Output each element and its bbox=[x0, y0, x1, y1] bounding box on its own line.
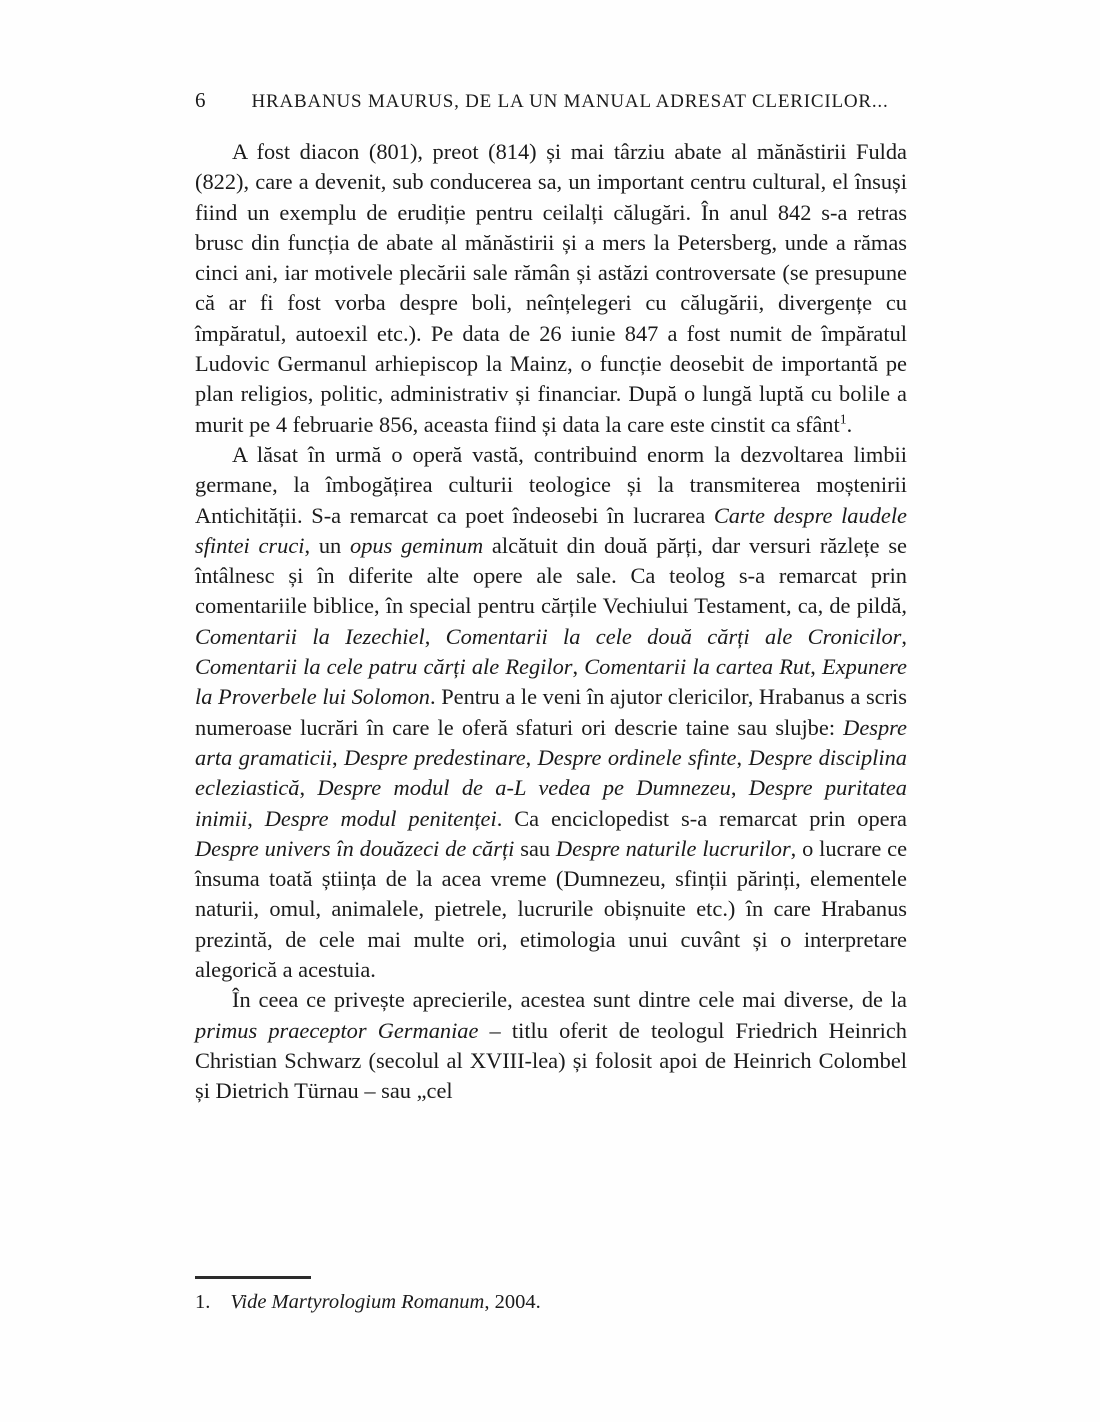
text-segment: , bbox=[247, 805, 265, 831]
work-title-italic: Comentarii la Iezechiel bbox=[195, 623, 425, 649]
text-segment: , o lucrare ce însuma toată știința de la acea vreme (Dumnezeu, sfinții părinți, elementele naturii, omul, animalele, pietrele, lucrurile obișnuite etc.) în care Hrabanus prezintă, de cele mai multe ori, etimologia unui cuvânt și o interpretare alegorică a acestuia. bbox=[195, 835, 908, 983]
footnote-number: 1. bbox=[195, 1291, 211, 1313]
text-segment: În ceea ce privește aprecierile, acestea sunt dintre cele mai diverse, de la bbox=[232, 987, 907, 1013]
work-title-italic: Expunere la Proverbele lui Solomon bbox=[195, 654, 907, 710]
work-title-italic: Carte despre laudele sfintei cruci bbox=[195, 502, 907, 558]
work-title-italic: Despre univers în douăzeci de cărți bbox=[195, 835, 515, 861]
text-segment: , 2004. bbox=[484, 1291, 541, 1313]
work-title-italic: Comentarii la cartea Rut bbox=[584, 654, 811, 680]
text-segment: A fost diacon (801), preot (814) și mai târziu abate al mănăstirii Fulda (822), care a devenit, sub conducerea sa, un important centru cultural, el însuși fiind un exemplu de erudiție pentru ceilalți călugări. În anul 842 s-a retras brusc din funcția de abate al mănăstirii și a mers la Petersberg, unde a rămas cinci ani, iar motivele plecării sale rămân și astăzi controversate (se presupune că ar fi fost vorba despre boli, neînțelegeri cu călugării, divergențe cu împăratul, autoexil etc.). Pe data de 26 iunie 847 a fost numit de împăratul Ludovic Germanul arhiepiscop la Mainz, o funcție deosebit de importantă pe plan religios, politic, administrativ și financiar. După o lungă luptă cu bolile a murit pe 4 februarie 856, aceasta fiind și data la care este cinstit ca sfânt bbox=[195, 139, 907, 437]
work-title-italic: Despre naturile lucrurilor bbox=[555, 835, 791, 861]
footnote-reference: 1 bbox=[839, 412, 847, 428]
work-title-italic: Vide Martyrologium Romanum bbox=[230, 1291, 485, 1313]
paragraph bbox=[195, 440, 907, 985]
work-title-italic: Despre arta gramaticii bbox=[195, 714, 907, 770]
running-header bbox=[195, 88, 910, 113]
text-segment: , bbox=[810, 654, 823, 680]
work-title-italic: Despre predestinare bbox=[343, 744, 526, 770]
text-segment: , un bbox=[304, 532, 351, 558]
work-title-italic: Despre modul penitenței bbox=[264, 805, 497, 831]
text-segment: . Pentru a le veni în ajutor clericilor, Hrabanus a scris numeroase lucrări în care le oferă sfaturi ori descrie taine sau slujbe: bbox=[195, 684, 907, 740]
text-segment: , bbox=[331, 744, 344, 770]
text-segment: , bbox=[736, 744, 749, 770]
text-segment: A lăsat în urmă o operă vastă, contribuind enorm la dezvoltarea limbii germane, la îmbogățirea culturii teologice și la transmiterea moștenirii Antichității. S-a remarcat ca poet îndeosebi în lucrarea bbox=[195, 441, 907, 528]
paragraph bbox=[195, 137, 907, 440]
running-title: HRABANUS MAURUS, DE LA UN MANUAL ADRESAT CLERICILOR... bbox=[251, 91, 889, 112]
footnote-rule bbox=[195, 1276, 311, 1279]
body-text bbox=[195, 137, 907, 1107]
text-segment: , bbox=[901, 623, 907, 649]
footnote-area bbox=[195, 1276, 907, 1315]
work-title-italic: Despre puritatea inimii bbox=[195, 775, 907, 831]
text-segment: , bbox=[730, 775, 749, 801]
text-segment: , bbox=[424, 623, 446, 649]
text-segment: sau bbox=[514, 835, 556, 861]
footnote-text bbox=[230, 1289, 540, 1315]
work-title-italic: Comentarii la cele patru cărți ale Regilor bbox=[195, 654, 573, 680]
page-number: 6 bbox=[195, 88, 206, 112]
text-segment: . bbox=[846, 411, 853, 437]
work-title-italic: Despre modul de a-L vedea pe Dumnezeu bbox=[317, 775, 731, 801]
paragraph bbox=[195, 985, 907, 1106]
text-segment: , bbox=[572, 654, 585, 680]
text-segment: . Ca enciclopedist s-a remarcat prin opera bbox=[496, 805, 907, 831]
text-segment: alcătuit din două părți, dar versuri răzlețe se întâlnesc și în diferite alte opere ale sale. Ca teolog s-a remarcat prin comentariile biblice, în special pentru cărțile Vechiului Testament, ca, de pildă, bbox=[195, 532, 907, 619]
work-title-italic: primus praeceptor Germaniae bbox=[195, 1017, 479, 1043]
footnote bbox=[195, 1289, 907, 1315]
text-segment: , bbox=[525, 744, 538, 770]
text-segment: , bbox=[299, 775, 318, 801]
work-title-italic: opus geminum bbox=[350, 532, 484, 558]
work-title-italic: Comentarii la cele două cărți ale Cronicilor bbox=[445, 623, 902, 649]
text-segment: – titlu oferit de teologul Friedrich Heinrich Christian Schwarz (secolul al XVIII-lea) și folosit apoi de Heinrich Colombel și Dietrich Türnau – sau „cel bbox=[195, 1017, 907, 1104]
work-title-italic: Despre disciplina ecleziastică bbox=[195, 744, 907, 801]
work-title-italic: Despre ordinele sfinte bbox=[537, 744, 737, 770]
